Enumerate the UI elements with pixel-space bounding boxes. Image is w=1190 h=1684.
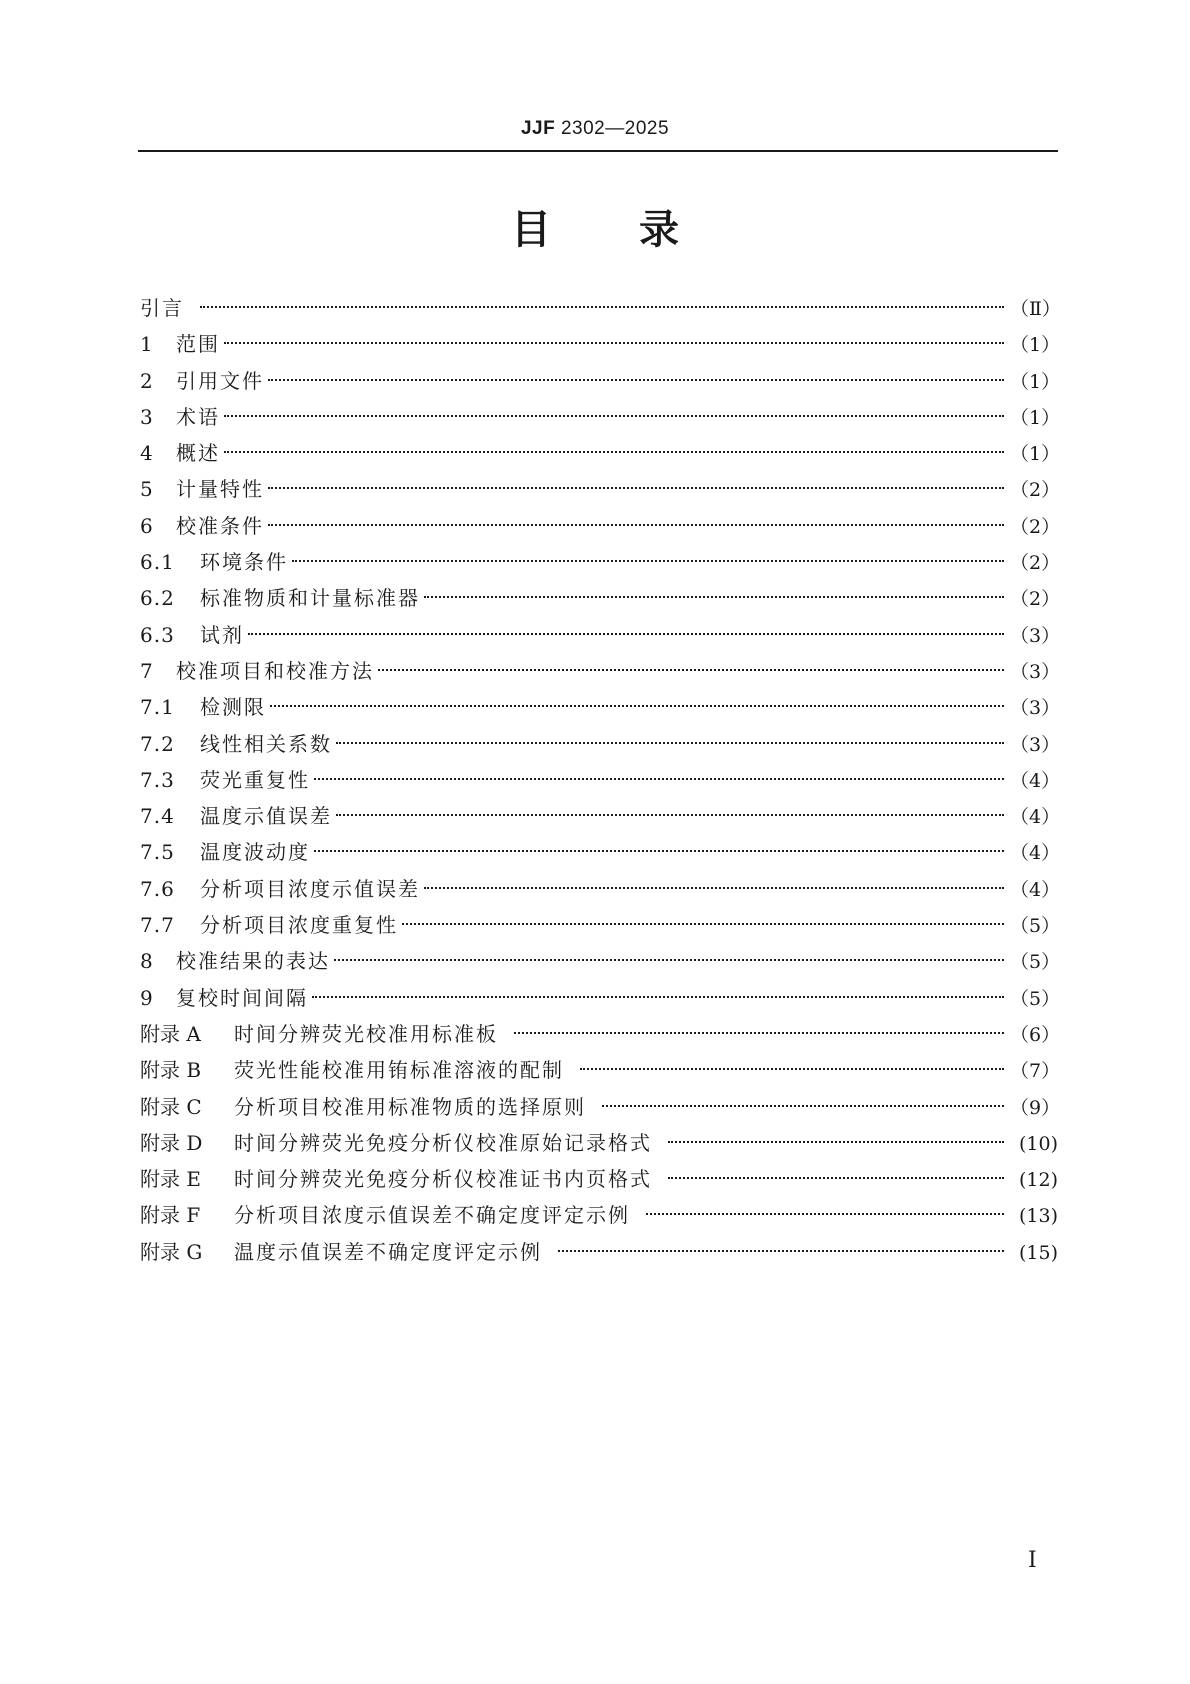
toc-entry[interactable]: [140, 1234, 1058, 1270]
table-of-contents: [140, 290, 1061, 1270]
toc-dot-leader: [514, 1032, 1004, 1034]
document-code-prefix: JJF: [520, 118, 556, 139]
toc-dot-leader: [668, 1177, 1004, 1179]
toc-entry[interactable]: [140, 907, 1061, 943]
toc-entry-page: (10): [1018, 1132, 1058, 1155]
toc-entry-number: 6.2: [140, 586, 175, 611]
toc-entry-number: 4: [140, 441, 153, 466]
toc-dot-leader: [424, 887, 1004, 889]
toc-dot-leader: [314, 778, 1004, 780]
toc-entry-number: 1: [140, 332, 153, 357]
toc-entry-label: 计量特性: [176, 477, 264, 502]
toc-entry-page: （3）: [1010, 697, 1061, 720]
toc-entry-label: 试剂: [200, 622, 244, 647]
toc-entry-number: 7.7: [140, 913, 175, 938]
toc-dot-leader: [314, 850, 1004, 852]
toc-entry-page: (12): [1018, 1169, 1058, 1192]
toc-entry-number: 7.1: [140, 695, 175, 720]
toc-entry-label: 线性相关系数: [200, 731, 332, 756]
toc-dot-leader: [402, 923, 1004, 925]
toc-entry-page: （4）: [1010, 842, 1061, 865]
toc-dot-leader: [270, 705, 1004, 707]
toc-entry[interactable]: [140, 617, 1061, 653]
toc-entry-label: 时间分辨荧光校准用标准板: [234, 1021, 498, 1046]
toc-dot-leader: [580, 1068, 1004, 1070]
toc-entry-number: 附录 A: [140, 1021, 201, 1046]
toc-entry-number: 附录 F: [140, 1203, 201, 1228]
toc-entry[interactable]: [140, 435, 1061, 471]
toc-entry-number: 附录 B: [140, 1058, 202, 1083]
toc-entry[interactable]: [140, 762, 1061, 798]
page-title-char-2: 录: [639, 207, 679, 253]
toc-entry-label: 范围: [176, 332, 220, 357]
toc-entry-page: （4）: [1010, 806, 1061, 829]
toc-entry-number: 2: [140, 368, 153, 393]
toc-entry-number: 7.4: [140, 804, 175, 829]
toc-entry-number: 附录 E: [140, 1167, 201, 1192]
toc-entry[interactable]: [140, 689, 1061, 725]
toc-entry-label: 环境条件: [200, 550, 288, 575]
header-divider: [138, 150, 1058, 152]
toc-dot-leader: [224, 415, 1004, 417]
toc-entry-page: (13): [1018, 1205, 1058, 1228]
toc-entry-page: （1）: [1010, 334, 1061, 357]
toc-dot-leader: [268, 524, 1004, 526]
toc-entry-number: 附录 C: [140, 1094, 202, 1119]
toc-entry-page: （3）: [1010, 660, 1061, 683]
toc-entry-label: 时间分辨荧光免疫分析仪校准原始记录格式: [234, 1130, 652, 1155]
toc-entry[interactable]: [140, 943, 1061, 979]
toc-dot-leader: [224, 342, 1004, 344]
toc-entry[interactable]: [140, 326, 1061, 362]
toc-entry[interactable]: [140, 1016, 1061, 1052]
toc-entry[interactable]: [140, 290, 1061, 326]
toc-entry-label: 概述: [176, 441, 220, 466]
toc-entry[interactable]: [140, 1052, 1061, 1088]
toc-entry-page: （1）: [1010, 370, 1061, 393]
toc-entry-label: 引言: [140, 296, 184, 320]
toc-entry-page: （1）: [1010, 406, 1061, 429]
toc-entry-number: 7.3: [140, 767, 175, 792]
page-number: Ⅰ: [1028, 1548, 1037, 1573]
toc-entry-label: 分析项目校准用标准物质的选择原则: [234, 1094, 586, 1119]
toc-entry-label: 校准项目和校准方法: [176, 658, 374, 683]
toc-entry-number: 6.3: [140, 622, 175, 647]
toc-entry-page: (15): [1018, 1241, 1058, 1264]
toc-entry-label: 引用文件: [176, 368, 264, 393]
toc-entry[interactable]: [140, 1197, 1058, 1233]
toc-entry-page: （3）: [1010, 624, 1061, 647]
toc-entry[interactable]: [140, 653, 1061, 689]
toc-entry[interactable]: [140, 580, 1061, 616]
toc-entry-label: 分析项目浓度重复性: [200, 913, 398, 938]
toc-entry-page: （3）: [1010, 733, 1061, 756]
toc-entry-number: 7.6: [140, 876, 175, 901]
toc-entry-label: 分析项目浓度示值误差: [200, 876, 420, 901]
toc-dot-leader: [224, 451, 1004, 453]
toc-entry-number: 7: [140, 658, 153, 683]
toc-entry[interactable]: [140, 363, 1061, 399]
toc-entry-page: （5）: [1010, 951, 1061, 974]
toc-entry-label: 荧光重复性: [200, 767, 310, 792]
toc-dot-leader: [268, 487, 1004, 489]
toc-entry-label: 校准条件: [176, 513, 264, 538]
toc-dot-leader: [424, 596, 1004, 598]
toc-dot-leader: [558, 1250, 1004, 1252]
toc-entry-number: 8: [140, 949, 153, 974]
toc-entry-number: 6: [140, 513, 153, 538]
toc-dot-leader: [336, 814, 1004, 816]
toc-dot-leader: [334, 959, 1004, 961]
document-code-number: 2302—2025: [560, 118, 670, 139]
toc-dot-leader: [336, 742, 1004, 744]
toc-entry-label: 温度示值误差: [200, 804, 332, 829]
toc-entry-page: （5）: [1010, 987, 1061, 1010]
toc-entry[interactable]: [140, 471, 1061, 507]
toc-entry-label: 术语: [176, 404, 220, 429]
toc-dot-leader: [292, 560, 1004, 562]
toc-entry-number: 5: [140, 477, 153, 502]
toc-entry-number: 7.5: [140, 840, 175, 865]
toc-entry-label: 温度波动度: [200, 840, 310, 865]
toc-entry-page: （4）: [1010, 769, 1061, 792]
toc-dot-leader: [200, 306, 1004, 308]
toc-entry[interactable]: [140, 980, 1061, 1016]
toc-entry[interactable]: [140, 399, 1061, 435]
toc-entry[interactable]: [140, 508, 1061, 544]
toc-entry-page: （6）: [1010, 1023, 1061, 1046]
toc-entry[interactable]: [140, 834, 1061, 870]
toc-entry[interactable]: [140, 1125, 1058, 1161]
toc-entry[interactable]: [140, 1161, 1058, 1197]
toc-entry[interactable]: [140, 798, 1061, 834]
toc-dot-leader: [646, 1213, 1004, 1215]
toc-entry-number: 7.2: [140, 731, 175, 756]
toc-entry-page: （9）: [1010, 1096, 1061, 1119]
toc-entry-page: （2）: [1010, 552, 1061, 575]
toc-dot-leader: [248, 633, 1004, 635]
toc-entry-label: 分析项目浓度示值误差不确定度评定示例: [234, 1203, 630, 1228]
toc-entry-number: 附录 G: [140, 1239, 203, 1264]
toc-entry-label: 检测限: [200, 695, 266, 720]
toc-entry-page: （2）: [1010, 479, 1061, 502]
toc-entry-label: 复校时间间隔: [176, 985, 308, 1010]
toc-entry-label: 校准结果的表达: [176, 949, 330, 974]
toc-dot-leader: [602, 1105, 1004, 1107]
toc-entry-number: 附录 D: [140, 1130, 203, 1155]
toc-entry-page: （1）: [1010, 443, 1061, 466]
toc-entry-page: （2）: [1010, 515, 1061, 538]
toc-entry-label: 温度示值误差不确定度评定示例: [234, 1239, 542, 1264]
toc-entry[interactable]: [140, 871, 1061, 907]
toc-entry-page: （2）: [1010, 588, 1061, 611]
toc-entry-page: （7）: [1010, 1060, 1061, 1083]
toc-entry-number: 9: [140, 985, 153, 1010]
toc-entry[interactable]: [140, 1089, 1061, 1125]
toc-dot-leader: [312, 996, 1004, 998]
toc-entry-label: 荧光性能校准用铕标准溶液的配制: [234, 1058, 564, 1083]
toc-entry-number: 3: [140, 404, 153, 429]
toc-dot-leader: [268, 379, 1004, 381]
page-title-char-1: 目: [511, 207, 551, 253]
document-code: [0, 118, 1190, 140]
toc-entry-number: 6.1: [140, 550, 175, 575]
toc-dot-leader: [668, 1141, 1004, 1143]
toc-entry[interactable]: [140, 544, 1061, 580]
toc-entry-label: 标准物质和计量标准器: [200, 586, 420, 611]
toc-entry-label: 时间分辨荧光免疫分析仪校准证书内页格式: [234, 1167, 652, 1192]
toc-entry-page: （5）: [1010, 915, 1061, 938]
toc-entry[interactable]: [140, 726, 1061, 762]
toc-entry-page: （Ⅱ）: [1010, 298, 1061, 320]
page-title: [0, 198, 1190, 255]
toc-dot-leader: [378, 669, 1004, 671]
toc-entry-page: （4）: [1010, 878, 1061, 901]
